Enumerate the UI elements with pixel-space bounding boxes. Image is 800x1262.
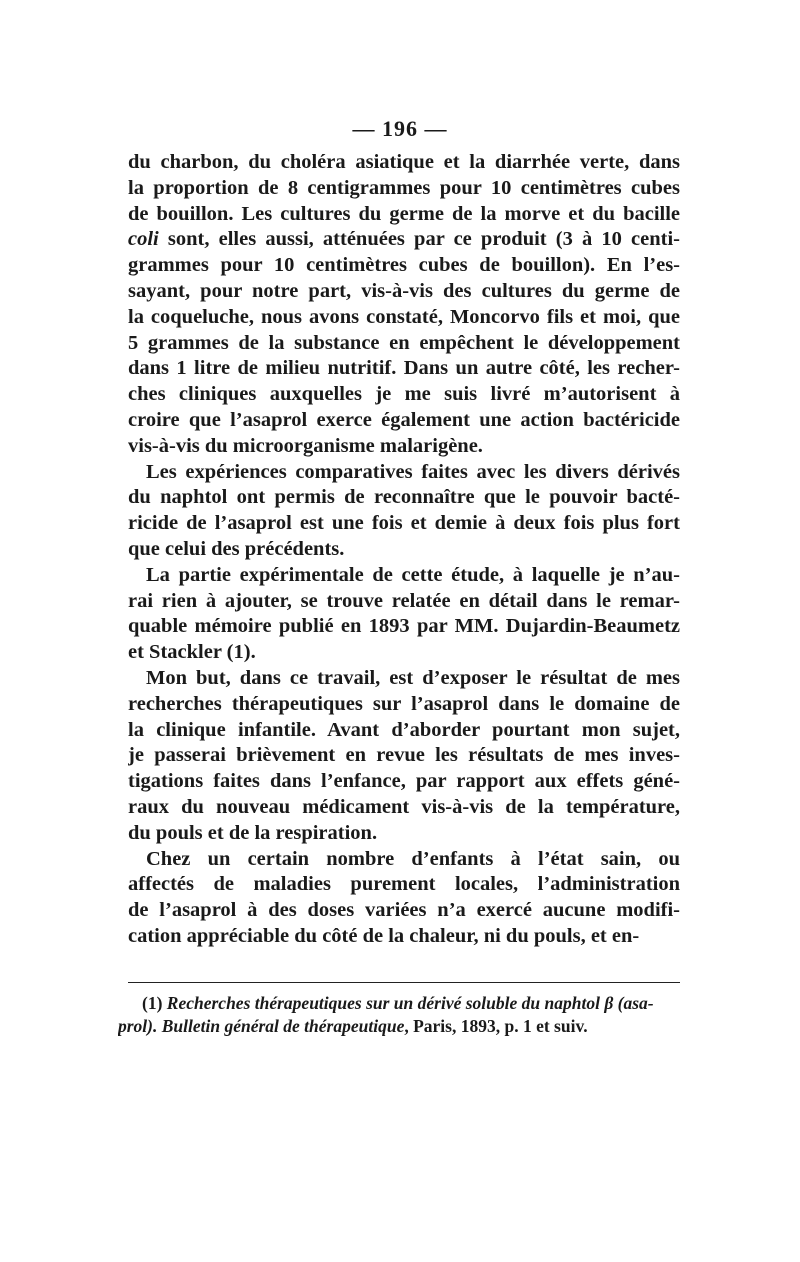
text-run: ricide de l’asaprol est une fois et demie à deux fois plus fort: [128, 512, 680, 535]
footnote-divider: [128, 982, 680, 983]
text-run: dans 1 litre de milieu nutritif. Dans un autre côté, les recher-: [128, 357, 680, 380]
text-run: sont, elles aussi, atténuées par ce produit (3 à 10 centi-: [158, 228, 680, 251]
text-line: [128, 898, 680, 924]
text-line: [128, 485, 680, 511]
text-line: [128, 666, 680, 692]
text-run: la clinique infantile. Avant d’aborder pourtant mon sujet,: [128, 718, 680, 741]
text-line: [128, 150, 680, 176]
footnote-line: [118, 1015, 680, 1038]
footnote-run: prol).: [118, 1016, 162, 1036]
text-run: la coqueluche, nous avons constaté, Moncorvo fils et moi, que: [128, 305, 680, 328]
paragraph: [128, 460, 680, 563]
footnote-line: [118, 992, 680, 1015]
footnotes: [118, 992, 680, 1038]
paragraph: [128, 150, 680, 460]
text-line: [128, 511, 680, 537]
text-run: coli: [128, 228, 159, 251]
text-line: [128, 202, 680, 228]
text-line: [128, 924, 680, 950]
text-line: [128, 718, 680, 744]
text-line: [128, 769, 680, 795]
text-run: du pouls et de la respiration.: [128, 821, 378, 844]
text-line: [128, 795, 680, 821]
footnote-run: Recherches thérapeutiques sur un dérivé soluble du naphtol β (asa-: [166, 993, 654, 1013]
text-run: de l’asaprol à des doses variées n’a exercé aucune modifi-: [128, 899, 680, 922]
footnote-run: Bulletin général de thérapeutique: [161, 1016, 405, 1036]
text-run: du charbon, du choléra asiatique et la diarrhée verte, dans: [128, 151, 680, 173]
text-line: [128, 227, 680, 253]
footnote-run: (1): [142, 993, 167, 1013]
text-run: rai rien à ajouter, se trouve relatée en détail dans le remar-: [128, 589, 680, 612]
text-line: [128, 692, 680, 718]
text-run: Les expériences comparatives faites avec les divers dérivés: [146, 460, 680, 483]
text-run: que celui des précédents.: [128, 537, 345, 560]
text-run: affectés de maladies purement locales, l’administration: [128, 873, 680, 896]
text-line: [128, 614, 680, 640]
text-line: [128, 305, 680, 331]
text-line: [128, 408, 680, 434]
text-line: [128, 743, 680, 769]
text-run: la proportion de 8 centigrammes pour 10 centimètres cubes: [128, 176, 680, 199]
text-run: quable mémoire publié en 1893 par MM. Dujardin-Beaumetz: [128, 615, 680, 638]
text-line: [128, 279, 680, 305]
text-line: [128, 563, 680, 589]
text-run: et Stackler (1).: [128, 641, 256, 664]
text-run: raux du nouveau médicament vis-à-vis de la température,: [128, 795, 680, 818]
paragraph: [128, 847, 680, 950]
text-run: tigations faites dans l’enfance, par rapport aux effets géné-: [128, 770, 680, 793]
paragraph: [128, 563, 680, 666]
text-line: [128, 176, 680, 202]
text-run: je passerai brièvement en revue les résultats de mes inves-: [128, 744, 680, 767]
text-run: du naphtol ont permis de reconnaître que le pouvoir bacté-: [128, 486, 680, 509]
text-run: La partie expérimentale de cette étude, à laquelle je n’au-: [146, 563, 680, 586]
text-line: [128, 460, 680, 486]
text-run: cation appréciable du côté de la chaleur, ni du pouls, et en-: [128, 924, 640, 947]
text-line: [128, 382, 680, 408]
text-line: [128, 253, 680, 279]
text-run: ches cliniques auxquelles je me suis livré m’autorisent à: [128, 383, 680, 406]
text-line: [128, 331, 680, 357]
footnote-run: , Paris, 1893, p. 1 et suiv.: [404, 1016, 588, 1036]
text-run: vis-à-vis du microorganisme malarigène.: [128, 434, 483, 457]
text-line: [128, 847, 680, 873]
text-run: recherches thérapeutiques sur l’asaprol dans le domaine de: [128, 692, 680, 715]
text-run: Mon but, dans ce travail, est d’exposer le résultat de mes: [146, 666, 680, 689]
text-line: [128, 640, 680, 666]
text-line: [128, 356, 680, 382]
body-text: [128, 150, 680, 950]
text-run: 5 grammes de la substance en empêchent le développement: [128, 331, 680, 354]
text-line: [128, 589, 680, 615]
page-number: — 196 —: [352, 116, 448, 141]
text-run: de bouillon. Les cultures du germe de la morve et du bacille: [128, 202, 680, 225]
text-line: [128, 434, 680, 460]
text-line: [128, 537, 680, 563]
paragraph: [128, 666, 680, 847]
text-run: sayant, pour notre part, vis-à-vis des cultures du germe de: [128, 279, 680, 302]
text-line: [128, 872, 680, 898]
text-line: [128, 821, 680, 847]
text-run: grammes pour 10 centimètres cubes de bouillon). En l’es-: [128, 254, 680, 277]
text-run: Chez un certain nombre d’enfants à l’état sain, ou: [146, 847, 680, 870]
text-run: croire que l’asaprol exerce également une action bactéricide: [128, 408, 680, 431]
